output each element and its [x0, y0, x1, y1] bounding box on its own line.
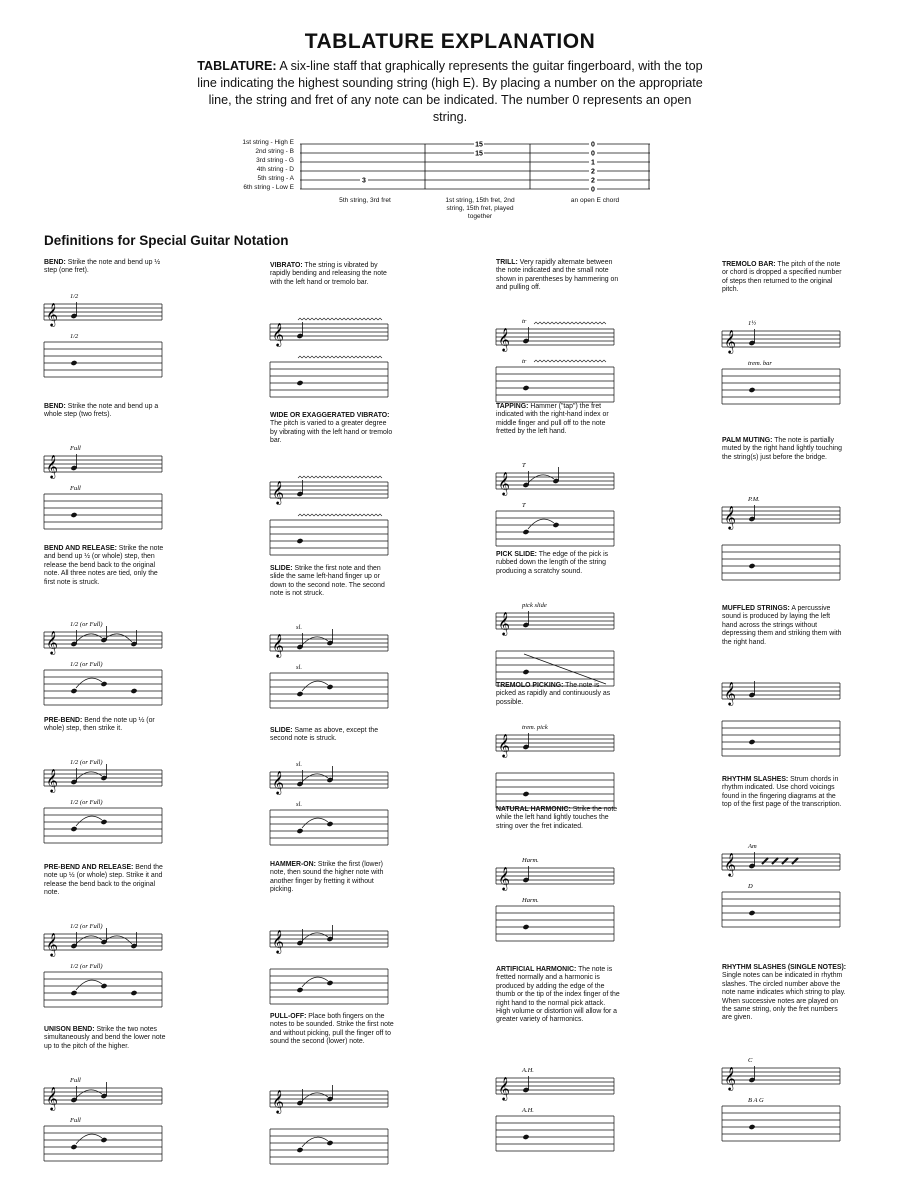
notation-term: VIBRATO:	[270, 262, 303, 269]
notation-tag: 1/2 (or Full)	[70, 759, 103, 767]
notation-description: The edge of the pick is rubbed down the length of the string producing a scratchy sound.	[496, 551, 609, 575]
notation-example	[270, 621, 390, 716]
note-head	[70, 360, 77, 366]
string-label: 3rd string - G	[256, 157, 294, 164]
treble-clef-icon: 𝄞	[272, 480, 284, 504]
notation-term: PRE-BEND:	[44, 717, 83, 724]
tab-staff	[300, 140, 652, 192]
treble-clef-icon: 𝄞	[724, 681, 736, 706]
notation-entry	[496, 966, 621, 1025]
tab-number: 15	[475, 141, 483, 149]
notation-tag: sl.	[296, 800, 302, 808]
notation-example	[496, 854, 616, 949]
notation-description: Single notes can be indicated in rhythm slashes. The circled number above the note name indicates which string to play. When successive notes are played on the same string, only the fret numbers are given.	[722, 972, 846, 1022]
notation-description: Hammer ("tap") the fret indicated with the right-hand index or middle finger and pull off to the note fretted by the left hand.	[496, 403, 609, 436]
notation-example	[44, 920, 164, 1015]
treble-clef-icon: 𝄞	[724, 505, 736, 529]
notation-term: SLIDE:	[270, 565, 293, 572]
notation-term: PRE-BEND AND RELEASE:	[44, 864, 134, 871]
notation-entry	[44, 403, 169, 420]
notation-tag: 1/2 (or Full)	[70, 660, 103, 668]
notation-entry	[722, 964, 847, 1023]
note-head	[748, 387, 755, 393]
notation-example	[722, 840, 842, 935]
notation-description: Very rapidly alternate between the note indicated and the small note shown in parentheses by hammering on and pulling off.	[496, 259, 619, 292]
notation-entry	[44, 864, 169, 898]
page-title: TABLATURE EXPLANATION	[304, 30, 596, 53]
notation-entry	[270, 565, 395, 599]
note-head	[70, 1144, 77, 1150]
notation-term: UNISON BEND:	[44, 1026, 95, 1033]
note-head	[748, 563, 755, 569]
notation-example	[270, 310, 390, 405]
notation-description: Strike the first note and then slide the same left-hand finger up or down to the second note. The second note is not struck.	[270, 565, 385, 598]
treble-clef-icon: 𝄞	[272, 769, 284, 794]
treble-clef-icon: 𝄞	[46, 768, 58, 793]
treble-clef-icon: 𝄞	[498, 733, 510, 758]
notation-description: Bend the note up ½ (or whole) step, then strike it.	[44, 717, 155, 733]
treble-clef-icon: 𝄞	[498, 471, 510, 495]
notation-entry	[496, 551, 621, 576]
notation-tag: 1½	[748, 320, 757, 327]
note-head	[296, 1147, 303, 1153]
tab-caption: 1st string, 15th fret, 2nd string, 15th fret, played together	[445, 197, 515, 220]
string-label: 1st string - High E	[242, 139, 294, 146]
notation-entry	[722, 605, 847, 647]
notation-term: TREMOLO PICKING:	[496, 682, 564, 689]
notation-example	[44, 618, 164, 713]
notation-term: NATURAL HARMONIC:	[496, 806, 571, 813]
notation-term: PICK SLIDE:	[496, 551, 537, 558]
notation-tag: trem. pick	[522, 724, 548, 732]
notation-description: Bend the note up ½ (or whole) step. Strike it and release the bend back to the original note.	[44, 864, 163, 897]
notation-term: RHYTHM SLASHES:	[722, 776, 789, 783]
notation-description: Strike the note while the left hand lightly touches the string over the fret indicated.	[496, 806, 618, 830]
tab-number: 0	[591, 186, 595, 194]
note-head	[296, 828, 303, 834]
notation-tag: B A G	[748, 1096, 764, 1104]
treble-clef-icon: 𝄞	[272, 321, 284, 346]
notation-example	[496, 315, 616, 410]
note-head	[522, 1134, 529, 1140]
notation-example	[722, 1054, 842, 1149]
note-head	[522, 669, 529, 675]
notation-example	[270, 468, 390, 563]
notation-example	[496, 721, 616, 816]
notation-description: Same as above, except the second note is struck.	[270, 727, 379, 743]
notation-example	[270, 917, 390, 1012]
note-head	[522, 529, 529, 535]
notation-tag: 1/2 (or Full)	[70, 963, 103, 970]
treble-clef-icon: 𝄞	[272, 1089, 284, 1114]
notation-term: MUFFLED STRINGS:	[722, 605, 790, 612]
notation-tag: 1/2 (or Full)	[70, 799, 103, 807]
tab-number: 0	[591, 150, 595, 158]
notation-tag: T	[522, 462, 526, 469]
notation-example	[44, 1074, 164, 1169]
notation-term: BEND AND RELEASE:	[44, 545, 117, 552]
notation-entry	[44, 1026, 169, 1051]
note-head	[70, 826, 77, 832]
notation-description: The note is fretted normally and a harmonic is produced by adding the edge of the thumb or the tip of the index finger of the right hand to the normal pick attack. High volume or distortion will allow for a greater variety of harmonics.	[496, 966, 620, 1024]
notation-term: TREMOLO BAR:	[722, 261, 776, 268]
note-head	[130, 990, 137, 996]
notation-tag: sl.	[296, 760, 302, 768]
treble-clef-icon: 𝄞	[46, 932, 58, 956]
note-head	[522, 924, 529, 930]
notation-term: ARTIFICIAL HARMONIC:	[496, 966, 577, 973]
notation-tag: T	[522, 502, 526, 509]
notation-term: TRILL:	[496, 259, 518, 266]
notation-tag: sl.	[296, 624, 302, 631]
notation-example	[722, 493, 842, 588]
notation-term: TAPPING:	[496, 403, 529, 410]
note-head	[522, 385, 529, 391]
intro-term: TABLATURE:	[197, 59, 277, 73]
notation-description: The pitch is varied to a greater degree by vibrating with the left hand or tremolo bar.	[270, 420, 393, 445]
note-head	[70, 688, 77, 694]
tab-number: 2	[591, 177, 595, 185]
notation-description: Strike the note and bend up ½ step (one fret).	[44, 259, 161, 275]
tab-number: 15	[475, 150, 483, 158]
notation-example	[722, 317, 842, 412]
notation-entry	[44, 717, 169, 734]
note-head	[748, 739, 755, 745]
notation-entry	[270, 262, 395, 287]
notation-description: A percussive sound is produced by laying the left hand across the strings without depressing them and striking them with the right hand.	[722, 605, 842, 646]
intro-paragraph	[190, 58, 710, 126]
notation-description: Strum chords in rhythm indicated. Use chord voicings found in the fingering diagrams at the top of the first page of the transcription.	[722, 776, 842, 809]
treble-clef-icon: 𝄞	[498, 865, 510, 890]
notation-tag: Full	[70, 445, 81, 453]
notation-term: WIDE OR EXAGGERATED VIBRATO:	[270, 412, 390, 419]
notation-description: Place both fingers on the notes to be sounded. Strike the first note and without picking, pull the finger off to sound the second (lower) note.	[270, 1013, 394, 1046]
note-head	[70, 512, 77, 518]
tab-number: 0	[591, 141, 595, 149]
treble-clef-icon: 𝄞	[46, 301, 58, 326]
notation-description: The note is picked as rapidly and continuously as possible.	[496, 682, 611, 706]
string-label: 2nd string - B	[255, 148, 294, 155]
notation-tag: 1/2	[70, 292, 79, 300]
treble-clef-icon: 𝄞	[498, 327, 510, 351]
note-head	[296, 538, 303, 544]
tab-number: 1	[591, 159, 595, 167]
notation-entry	[270, 727, 395, 744]
treble-clef-icon: 𝄞	[724, 852, 736, 877]
notation-entry	[722, 776, 847, 810]
note-head	[130, 688, 137, 694]
notation-example	[496, 1064, 616, 1159]
notation-term: RHYTHM SLASHES (SINGLE NOTES):	[722, 964, 847, 971]
treble-clef-icon: 𝄞	[724, 329, 736, 353]
notation-tag: pick slide	[522, 601, 547, 609]
notation-example	[270, 1077, 390, 1172]
notation-tag: Am	[748, 843, 757, 851]
notation-example	[44, 290, 164, 385]
notation-entry	[722, 437, 847, 462]
note-head	[748, 910, 755, 916]
notation-tag: D	[748, 883, 753, 891]
notation-term: HAMMER-ON:	[270, 861, 316, 868]
notation-term: PULL-OFF:	[270, 1013, 307, 1020]
tab-caption: 5th string, 3rd fret	[339, 197, 391, 204]
notation-tag: tr	[522, 358, 527, 365]
notation-term: PALM MUTING:	[722, 437, 773, 444]
note-head	[296, 987, 303, 993]
note-head	[70, 990, 77, 996]
treble-clef-icon: 𝄞	[46, 629, 58, 654]
notation-description: Strike the two notes simultaneously and bend the lower note up to the pitch of the higher.	[44, 1026, 166, 1050]
notation-term: BEND:	[44, 403, 66, 410]
notation-tag: sl.	[296, 664, 302, 671]
notation-term: BEND:	[44, 259, 66, 266]
notation-tag: 1/2 (or Full)	[70, 923, 103, 930]
tab-number: 2	[591, 168, 595, 176]
notation-entry	[270, 861, 395, 895]
string-label: 6th string - Low E	[243, 184, 294, 191]
notation-example	[496, 459, 616, 554]
treble-clef-icon: 𝄞	[498, 1076, 510, 1100]
notation-tag: tr	[522, 318, 527, 325]
notation-tag: Harm.	[522, 856, 539, 864]
notation-description: The pitch of the note or chord is dropped a specified number of steps then returned to the original pitch.	[722, 261, 842, 294]
notation-tag: trem. bar	[748, 360, 772, 367]
notation-tag: 1/2 (or Full)	[70, 620, 103, 628]
notation-tag: A.H.	[522, 1107, 534, 1114]
notation-term: SLIDE:	[270, 727, 293, 734]
notation-entry	[496, 259, 621, 293]
notation-tag: Full	[70, 1116, 81, 1124]
treble-clef-icon: 𝄞	[272, 633, 284, 657]
tab-caption: an open E chord	[570, 197, 620, 204]
notation-entry	[270, 1013, 395, 1047]
notation-description: Strike the note and bend up ½ (or whole) step, then release the bend back to the original note. All three notes are tied, only the first note is struck.	[44, 545, 164, 586]
notation-description: The note is partially muted by the right hand lightly touching the string(s) just before the bridge.	[722, 437, 842, 461]
notation-tag: Harm.	[522, 896, 539, 904]
notation-tag: Full	[70, 485, 81, 493]
notation-tag: P.M.	[748, 496, 760, 503]
notation-description: The string is vibrated by rapidly bending and releasing the note with the left hand or tremolo bar.	[270, 262, 387, 286]
notation-tag: C	[748, 1056, 753, 1064]
string-label: 4th string - D	[256, 166, 294, 173]
string-label: 5th string - A	[257, 175, 294, 182]
notation-entry	[270, 412, 395, 446]
notation-entry	[496, 806, 621, 831]
notation-tag: A.H.	[522, 1067, 534, 1074]
notation-example	[44, 756, 164, 851]
notation-entry	[496, 682, 621, 707]
note-head	[748, 1124, 755, 1130]
tab-number: 3	[362, 177, 366, 185]
notation-description: Strike the note and bend up a whole step (two frets).	[44, 403, 159, 419]
treble-clef-icon: 𝄞	[46, 1085, 58, 1110]
notation-description: Strike the first (lower) note, then sound the higher note with another finger by fretting it without picking.	[270, 861, 384, 894]
notation-example	[496, 599, 616, 694]
notation-example	[44, 442, 164, 537]
notation-entry	[44, 259, 169, 276]
note-head	[296, 691, 303, 697]
notation-entry	[722, 261, 847, 295]
treble-clef-icon: 𝄞	[272, 929, 284, 953]
treble-clef-icon: 𝄞	[724, 1065, 736, 1090]
treble-clef-icon: 𝄞	[498, 610, 510, 635]
notation-example	[722, 669, 842, 764]
note-head	[296, 380, 303, 386]
notation-entry	[44, 545, 169, 587]
section-heading: Definitions for Special Guitar Notation	[44, 233, 289, 248]
notation-example	[270, 758, 390, 853]
notation-entry	[496, 403, 621, 437]
notation-tag: Full	[70, 1076, 81, 1084]
notation-tag: 1/2	[70, 332, 79, 340]
treble-clef-icon: 𝄞	[46, 454, 58, 479]
note-head	[522, 791, 529, 797]
intro-text: A six-line staff that graphically represents the guitar fingerboard, with the top line indicating the highest sounding string (high E). By placing a number on the appropriate line, the string and fret of any note can be indicated. The number 0 represents an open string.	[197, 59, 703, 124]
